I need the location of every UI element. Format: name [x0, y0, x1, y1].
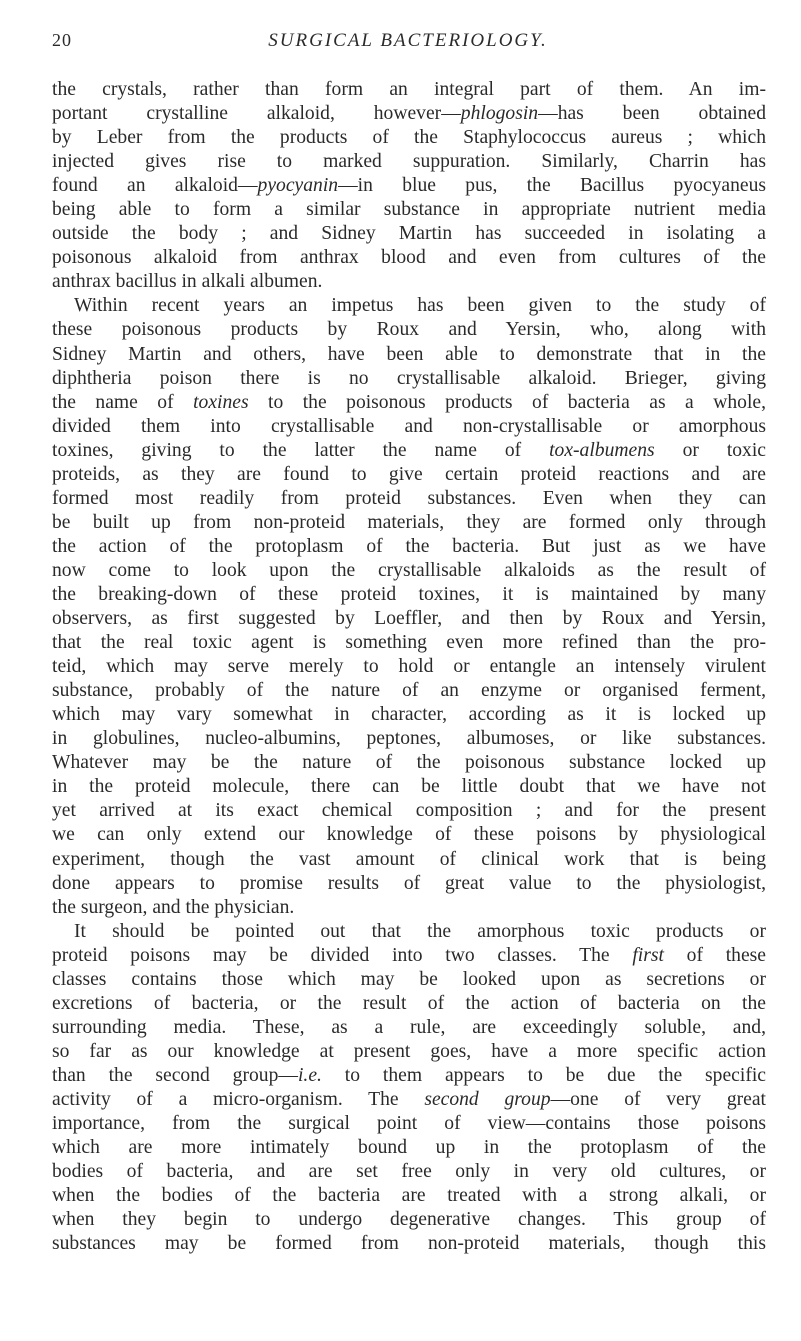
- text-line: [52, 463, 766, 487]
- text-line: [52, 246, 766, 270]
- text-segment: being able to form a similar substance in appropriate nutrient media: [52, 199, 766, 221]
- text-line: [52, 968, 766, 992]
- italic-text: tox-albumens: [549, 439, 655, 461]
- text-segment: poisonous alkaloid from anthrax blood and even from cultures of the: [52, 247, 766, 269]
- text-line: [52, 703, 766, 727]
- page-header: [52, 30, 764, 56]
- text-segment: the surgeon, and the physician.: [52, 896, 295, 918]
- text-line: [52, 415, 766, 439]
- text-line: [52, 391, 766, 415]
- text-segment: in the proteid molecule, there can be little doubt that we have not: [52, 776, 766, 798]
- text-line: [52, 607, 766, 631]
- text-segment: anthrax bacillus in alkali albumen.: [52, 271, 323, 293]
- text-line: [52, 1184, 766, 1208]
- text-segment: the breaking-down of these proteid toxines, it is maintained by many: [52, 583, 766, 605]
- text-segment: or toxic: [654, 439, 766, 461]
- text-line: [52, 439, 766, 463]
- text-segment: done appears to promise results of great value to the physiologist,: [52, 872, 766, 894]
- text-segment: toxines, giving to the latter the name of: [52, 439, 550, 461]
- text-segment: by Leber from the products of the Staphylococcus aureus ; which: [52, 127, 766, 149]
- italic-text: second group: [424, 1088, 551, 1110]
- text-line: [52, 559, 766, 583]
- text-segment: be built up from non-proteid materials, they are formed only through: [52, 511, 766, 533]
- text-segment: —in blue pus, the Bacillus pyocyaneus: [338, 175, 766, 197]
- text-segment: that the real toxic agent is something even more refined than the pro-: [52, 632, 766, 654]
- text-line: [52, 1208, 766, 1232]
- text-segment: when they begin to undergo degenerative changes. This group of: [52, 1209, 766, 1231]
- text-line: [52, 294, 766, 318]
- text-segment: injected gives rise to marked suppuration. Similarly, Charrin has: [52, 151, 766, 173]
- italic-text: toxines: [193, 391, 249, 413]
- text-line: [52, 872, 766, 896]
- text-line: [52, 775, 766, 799]
- text-line: [52, 823, 766, 847]
- text-line: [52, 583, 766, 607]
- text-segment: to the poisonous products of bacteria as a whole,: [248, 391, 766, 413]
- text-segment: classes contains those which may be looked upon as secretions or: [52, 968, 766, 990]
- text-line: [52, 126, 766, 150]
- text-segment: the action of the protoplasm of the bacteria. But just as we have: [52, 535, 766, 557]
- text-segment: activity of a micro-organism. The: [52, 1088, 425, 1110]
- text-line: [52, 1016, 766, 1040]
- text-line: [52, 78, 766, 102]
- text-segment: which may vary somewhat in character, according as it is locked up: [52, 704, 766, 726]
- text-segment: when the bodies of the bacteria are treated with a strong alkali, or: [52, 1185, 766, 1207]
- text-line: [52, 150, 766, 174]
- text-line: [52, 174, 766, 198]
- text-line: [52, 1040, 766, 1064]
- text-line: [52, 920, 766, 944]
- text-line: [52, 511, 766, 535]
- text-segment: yet arrived at its exact chemical composition ; and for the present: [52, 800, 766, 822]
- text-line: [52, 198, 766, 222]
- text-line: [52, 848, 766, 872]
- text-segment: surrounding media. These, as a rule, are exceedingly soluble, and,: [52, 1016, 766, 1038]
- text-segment: formed most readily from proteid substances. Even when they can: [52, 487, 766, 509]
- text-segment: in globulines, nucleo-albumins, peptones, albumoses, or like substances.: [52, 728, 766, 750]
- text-segment: these poisonous products by Roux and Yersin, who, along with: [52, 319, 766, 341]
- text-segment: excretions of bacteria, or the result of the action of bacteria on the: [52, 992, 766, 1014]
- text-segment: Sidney Martin and others, have been able to demonstrate that in the: [52, 343, 766, 365]
- italic-text: first: [632, 944, 664, 966]
- text-line: [52, 799, 766, 823]
- text-line: [52, 1064, 766, 1088]
- text-segment: substance, probably of the nature of an enzyme or organised ferment,: [52, 680, 766, 702]
- text-segment: proteid poisons may be divided into two classes. The: [52, 944, 633, 966]
- italic-text: i.e.: [297, 1064, 322, 1086]
- text-segment: now come to look upon the crystallisable alkaloids as the result of: [52, 559, 766, 581]
- text-line: [52, 631, 766, 655]
- text-segment: of these: [663, 944, 766, 966]
- text-line: [52, 655, 766, 679]
- text-line: [52, 896, 766, 920]
- text-line: [52, 944, 766, 968]
- page-number: 20: [52, 30, 72, 50]
- text-line: [52, 679, 766, 703]
- text-segment: which are more intimately bound up in the protoplasm of the: [52, 1137, 766, 1159]
- text-segment: so far as our knowledge at present goes, have a more specific action: [52, 1040, 766, 1062]
- text-line: [52, 487, 766, 511]
- text-segment: teid, which may serve merely to hold or entangle an intensely virulent: [52, 656, 766, 678]
- text-segment: It should be pointed out that the amorphous toxic products or: [74, 920, 766, 942]
- text-segment: found an alkaloid—: [52, 175, 258, 197]
- body-text: [52, 78, 766, 1256]
- text-segment: bodies of bacteria, and are set free only in very old cultures, or: [52, 1161, 766, 1183]
- text-line: [52, 102, 766, 126]
- text-line: [52, 343, 766, 367]
- text-line: [52, 318, 766, 342]
- text-segment: experiment, though the vast amount of clinical work that is being: [52, 848, 766, 870]
- text-segment: to them appears to be due the specific: [321, 1064, 766, 1086]
- text-line: [52, 270, 766, 294]
- text-segment: portant crystalline alkaloid, however—: [52, 103, 461, 125]
- text-line: [52, 1160, 766, 1184]
- text-segment: divided them into crystallisable and non-crystallisable or amorphous: [52, 415, 766, 437]
- text-segment: observers, as first suggested by Loeffler, and then by Roux and Yersin,: [52, 608, 766, 630]
- text-line: [52, 535, 766, 559]
- text-line: [52, 1112, 766, 1136]
- text-line: [52, 367, 766, 391]
- text-segment: the name of: [52, 391, 194, 413]
- text-segment: diphtheria poison there is no crystallisable alkaloid. Brieger, giving: [52, 367, 766, 389]
- text-line: [52, 1136, 766, 1160]
- text-segment: Within recent years an impetus has been given to the study of: [74, 295, 766, 317]
- text-segment: substances may be formed from non-proteid materials, though this: [52, 1233, 766, 1255]
- text-segment: the crystals, rather than form an integral part of them. An im-: [52, 79, 766, 100]
- text-segment: proteids, as they are found to give certain proteid reactions and are: [52, 463, 766, 485]
- italic-text: phlogosin: [460, 103, 539, 125]
- text-segment: importance, from the surgical point of view—contains those poisons: [52, 1113, 766, 1135]
- text-line: [52, 1088, 766, 1112]
- text-line: [52, 751, 766, 775]
- text-segment: we can only extend our knowledge of these poisons by physiological: [52, 824, 766, 846]
- running-head: SURGICAL BACTERIOLOGY.: [268, 30, 548, 51]
- text-line: [52, 1232, 766, 1256]
- text-segment: Whatever may be the nature of the poisonous substance locked up: [52, 752, 766, 774]
- italic-text: pyocyanin: [257, 175, 339, 197]
- text-line: [52, 992, 766, 1016]
- text-segment: outside the body ; and Sidney Martin has succeeded in isolating a: [52, 223, 766, 245]
- text-segment: —one of very great: [550, 1088, 766, 1110]
- text-line: [52, 222, 766, 246]
- text-segment: —has been obtained: [538, 103, 767, 125]
- text-line: [52, 727, 766, 751]
- text-segment: than the second group—: [52, 1064, 298, 1086]
